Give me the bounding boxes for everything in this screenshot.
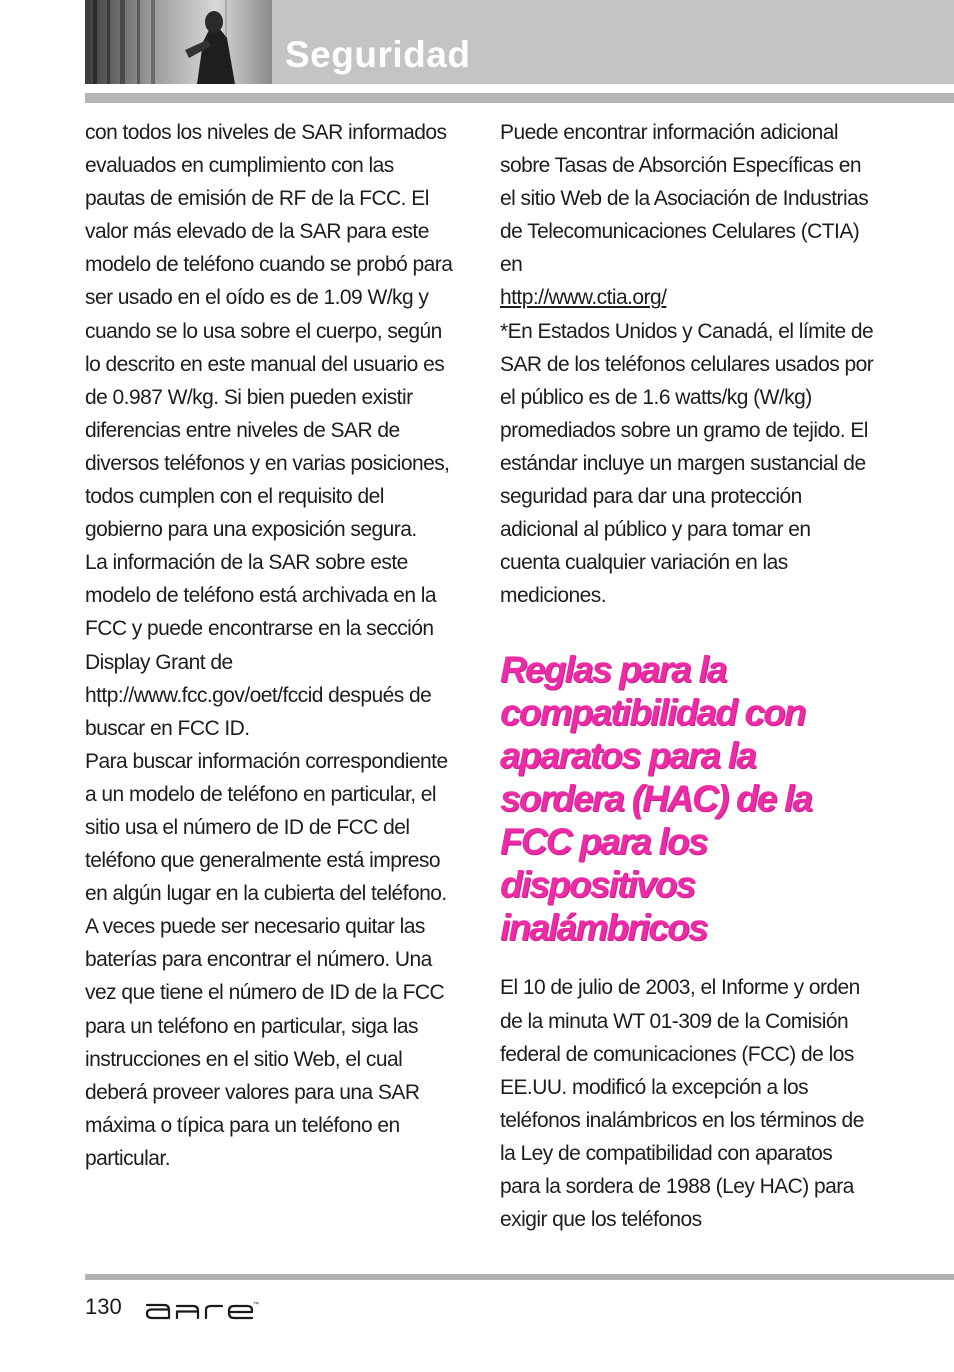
left-column (85, 116, 457, 1175)
header-photo (85, 0, 272, 84)
sar-levels-paragraph: con todos los niveles de SAR informados evaluados en cumplimiento con las pautas de emisión de RF de la FCC. El valor más elevado de la SAR para este modelo de teléfono cuando se probó para ser usado en el oído es de 1.09 W/kg y cuando se lo usa sobre el cuerpo, según lo descrito en este manual del usuario es de 0.987 W/kg. Si bien pueden existir diferencias entre niveles de SAR de diversos teléfonos y en varias posiciones, todos cumplen con el requisito del gobierno para una exposición segura. (85, 121, 453, 542)
footer-divider (85, 1274, 954, 1280)
dare-logo (143, 1298, 263, 1329)
ctia-text: Puede encontrar información adicional sobre Tasas de Absorción Específicas en el sitio Web de la Asociación de Industrias de Telecomunicaciones Celulares (CTIA) en (500, 121, 869, 277)
sar-fcc-paragraph: La información de la SAR sobre este modelo de teléfono está archivada en la FCC y puede encontrarse en la sección Display Grant de http://www.fcc.gov/oet/fccid después de buscar en FCC ID. (85, 551, 436, 740)
hac-paragraph: El 10 de julio de 2003, el Informe y orden de la minuta WT 01-309 de la Comisión federal de comunicaciones (FCC) de los EE.UU. modificó la excepción a los teléfonos inalámbricos en los términos de la Ley de compatibilidad con aparatos para la sordera de 1988 (Ley HAC) para exigir que los teléfonos (500, 976, 864, 1232)
page-title: Seguridad (285, 34, 471, 75)
right-column (500, 116, 875, 1236)
hac-section-heading: Reglas para la compatibilidad con aparatos para la sordera (HAC) de la FCC para los dispositivos inalámbricos (500, 649, 812, 949)
ctia-link[interactable]: http://www.ctia.org/ (500, 286, 667, 310)
page-number: 130 (85, 1294, 122, 1319)
sar-limit-note: *En Estados Unidos y Canadá, el límite de SAR de los teléfonos celulares usados por el público es de 1.6 watts/kg (W/kg) promediados sobre un gramo de tejido. El estándar incluye un margen sustancial de seguridad para dar una protección adicional al público y para tomar en cuenta cualquier variación en las mediciones. (500, 319, 874, 608)
header-divider (85, 93, 954, 103)
ctia-paragraph (500, 116, 875, 315)
svg-text:™: ™ (253, 1302, 259, 1308)
fcc-id-paragraph: Para buscar información correspondiente a un modelo de teléfono en particular, el sitio usa el número de ID de FCC del teléfono que generalmente está impreso en algún lugar en la cubierta del teléfono. A veces puede ser necesario quitar las baterías para encontrar el número. Una vez que tiene el número de ID de la FCC para un teléfono en particular, siga las instrucciones en el sitio Web, el cual deberá proveer valores para una SAR máxima o típica para un teléfono en particular. (85, 749, 448, 1170)
